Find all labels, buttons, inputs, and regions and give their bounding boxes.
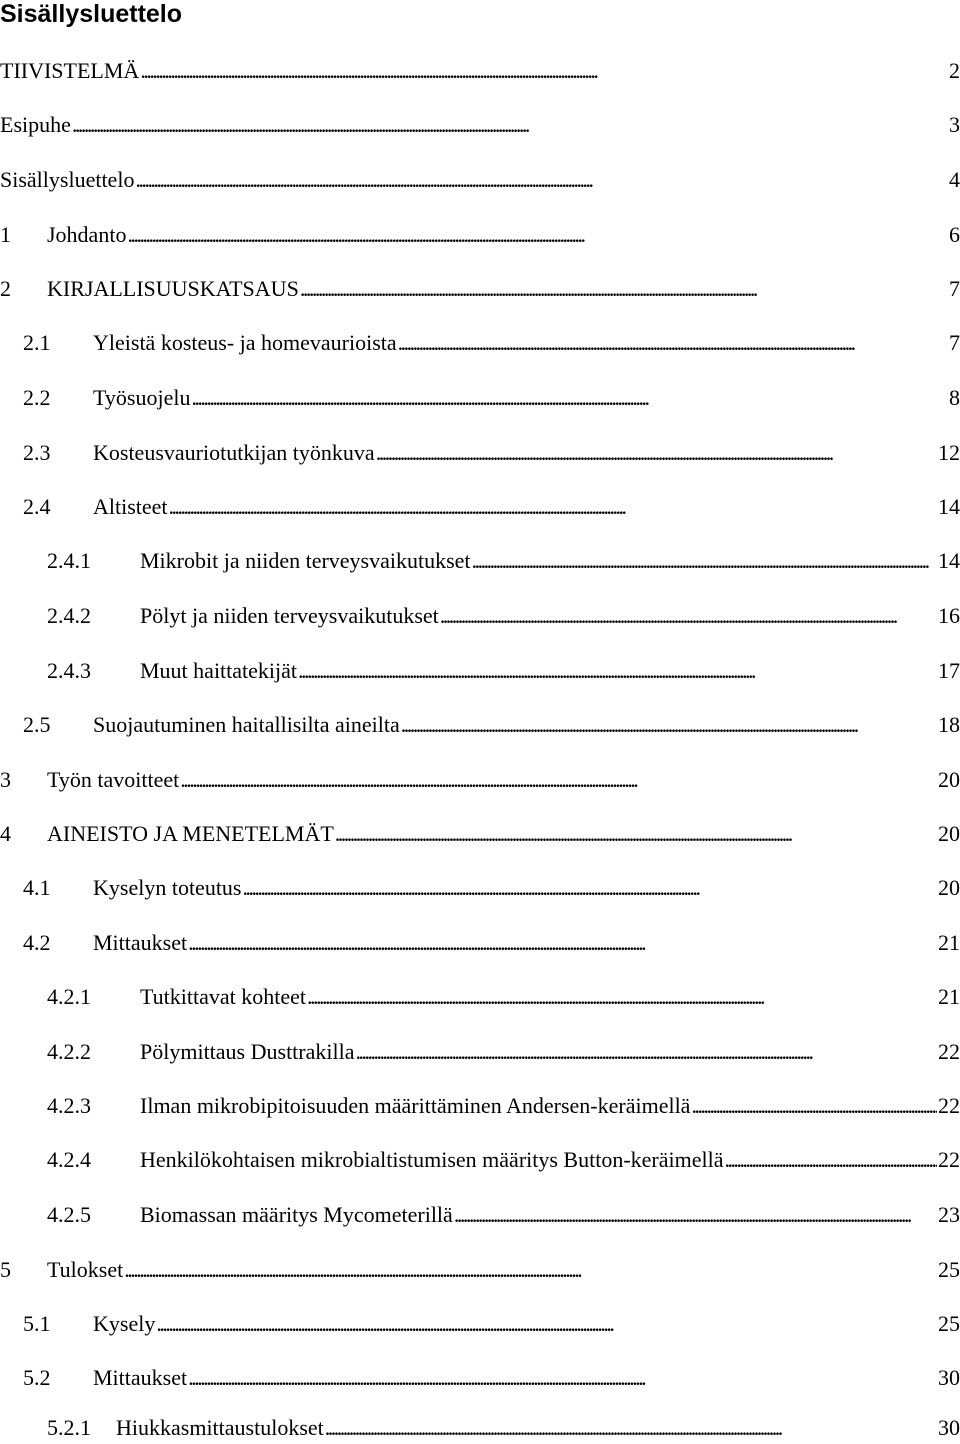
toc-dot-leader <box>127 220 948 250</box>
toc-entry[interactable] <box>47 601 960 631</box>
toc-dot-leader <box>335 819 937 849</box>
toc-entry-page: 20 <box>938 767 960 792</box>
toc-dot-leader <box>156 1309 937 1339</box>
toc-entry-title: Henkilökohtaisen mikrobialtistumisen määritys Button-keräimellä <box>140 1147 724 1172</box>
toc-entry-page: 30 <box>938 1415 960 1440</box>
toc-entry-title: Yleistä kosteus- ja homevaurioista <box>93 330 397 355</box>
toc-entry-page: 14 <box>938 494 960 519</box>
toc-entry[interactable] <box>23 1363 960 1393</box>
toc-entry-page: 6 <box>949 222 960 247</box>
toc-dot-leader <box>398 328 948 358</box>
toc-entry-number: 5 <box>0 1257 11 1282</box>
toc-dot-leader <box>188 1363 937 1393</box>
toc-entry-title: Mittaukset <box>93 1365 188 1390</box>
toc-dot-leader <box>454 1200 937 1230</box>
toc-dot-leader <box>169 492 937 522</box>
toc-entry[interactable] <box>0 819 960 849</box>
toc-entry[interactable] <box>47 546 960 576</box>
toc-entry-number: 2.5 <box>23 712 51 737</box>
toc-dot-leader <box>356 1037 938 1067</box>
toc-entry-title: Mikrobit ja niiden terveysvaikutukset <box>140 548 471 573</box>
toc-dot-leader <box>180 765 937 795</box>
toc-entry-title: Tutkittavat kohteet <box>140 984 307 1009</box>
toc-entry-number: 3 <box>0 767 11 792</box>
toc-dot-leader <box>298 656 937 686</box>
toc-entry-number: 4.2.4 <box>47 1147 91 1172</box>
toc-entry-page: 18 <box>938 712 960 737</box>
toc-entry[interactable] <box>0 56 960 86</box>
toc-dot-leader <box>124 1255 937 1285</box>
toc-entry-page: 8 <box>949 385 960 410</box>
toc-entry[interactable] <box>47 656 960 686</box>
toc-entry-number: 4.2 <box>23 930 51 955</box>
toc-dot-leader <box>188 928 937 958</box>
toc-entry-number: 2.4.2 <box>47 603 91 628</box>
toc-entry-number: 4.2.2 <box>47 1039 91 1064</box>
toc-dot-leader <box>472 546 937 576</box>
toc-entry-page: 25 <box>938 1311 960 1336</box>
toc-dot-leader <box>243 873 938 903</box>
toc-dot-leader <box>440 601 937 631</box>
toc-entry-page: 22 <box>938 1093 960 1118</box>
toc-entry[interactable] <box>23 928 960 958</box>
toc-entry[interactable] <box>0 165 960 195</box>
toc-entry-number: 2.1 <box>23 330 51 355</box>
toc-entry-number: 2.4 <box>23 494 51 519</box>
toc-entry-title: TIIVISTELMÄ <box>0 58 140 83</box>
toc-entry-number: 2.2 <box>23 385 51 410</box>
toc-entry[interactable] <box>47 1145 960 1175</box>
toc-entry-title: Hiukkasmittaustulokset <box>116 1415 324 1440</box>
toc-entry-page: 22 <box>938 1147 960 1172</box>
toc-entry-page: 7 <box>949 330 960 355</box>
toc-dot-leader <box>325 1413 937 1443</box>
toc-entry-number: 2 <box>0 276 11 301</box>
toc-entry[interactable] <box>47 1200 960 1230</box>
toc-dot-leader <box>376 438 937 468</box>
toc-entry-number: 2.4.1 <box>47 548 91 573</box>
toc-entry-page: 23 <box>938 1202 960 1227</box>
toc-entry-page: 3 <box>949 112 960 137</box>
toc-entry-title: Työsuojelu <box>93 385 191 410</box>
toc-entry[interactable] <box>23 492 960 522</box>
toc-entry-title: Muut haittatekijät <box>140 658 298 683</box>
toc-entry-page: 17 <box>938 658 960 683</box>
toc-entry-number: 5.1 <box>23 1311 51 1336</box>
toc-entry-title: Ilman mikrobipitoisuuden määrittäminen Andersen-keräimellä <box>140 1093 691 1118</box>
toc-dot-leader <box>135 165 948 195</box>
toc-entry[interactable] <box>23 1309 960 1339</box>
toc-entry-title: KIRJALLISUUSKATSAUS <box>47 276 299 301</box>
toc-entry-title: Esipuhe <box>0 112 71 137</box>
toc-entry-title: Tulokset <box>47 1257 124 1282</box>
toc-entry[interactable] <box>23 328 960 358</box>
toc-entry-title: Suojautuminen haitallisilta aineilta <box>93 712 400 737</box>
toc-entry[interactable] <box>23 438 960 468</box>
toc-entry[interactable] <box>0 765 960 795</box>
toc-entry-page: 16 <box>938 603 960 628</box>
toc-entry-number: 4.2.5 <box>47 1202 91 1227</box>
toc-entry-title: Työn tavoitteet <box>47 767 180 792</box>
toc-entry[interactable] <box>47 982 960 1012</box>
toc-entry[interactable] <box>23 383 960 413</box>
toc-entry-title: Kyselyn toteutus <box>93 875 242 900</box>
toc-entry-page: 2 <box>949 58 960 83</box>
toc-entry-number: 4.2.1 <box>47 984 91 1009</box>
toc-entry-number: 2.4.3 <box>47 658 91 683</box>
toc-entry[interactable] <box>23 1413 960 1443</box>
toc-entry[interactable] <box>0 274 960 304</box>
toc-entry-page: 21 <box>938 930 960 955</box>
toc-entry-number: 4 <box>0 821 11 846</box>
toc-entry-number: 4.2.3 <box>47 1093 91 1118</box>
toc-entry-page: 12 <box>938 440 960 465</box>
toc-dot-leader <box>191 383 948 413</box>
toc-entry-page: 30 <box>938 1365 960 1390</box>
toc-entry-title: Altisteet <box>93 494 168 519</box>
toc-entry-number: 5.2.1 <box>47 1415 91 1440</box>
toc-dot-leader <box>307 982 937 1012</box>
toc-entry-page: 4 <box>949 167 960 192</box>
toc-dot-leader <box>725 1145 938 1175</box>
toc-entry-page: 20 <box>938 875 960 900</box>
toc-entry[interactable] <box>47 1037 960 1067</box>
toc-entry-page: 25 <box>938 1257 960 1282</box>
toc-entry-page: 21 <box>938 984 960 1009</box>
toc-entry[interactable] <box>23 873 960 903</box>
toc-entry-number: 2.3 <box>23 440 51 465</box>
toc-entry-page: 14 <box>938 548 960 573</box>
toc-entry-title: Pölymittaus Dusttrakilla <box>140 1039 355 1064</box>
toc-entry-title: Mittaukset <box>93 930 188 955</box>
toc-dot-leader <box>691 1091 937 1121</box>
toc-entry-title: Kysely <box>93 1311 156 1336</box>
toc-entry[interactable] <box>0 220 960 250</box>
toc-entry[interactable] <box>0 1255 960 1285</box>
toc-entry-title: AINEISTO JA MENETELMÄT <box>47 821 334 846</box>
toc-entry[interactable] <box>47 1091 960 1121</box>
toc-heading: Sisällysluettelo <box>0 0 183 28</box>
toc-entry-title: Kosteusvauriotutkijan työnkuva <box>93 440 375 465</box>
toc-dot-leader <box>140 56 948 86</box>
toc-entry-number: 1 <box>0 222 11 247</box>
toc-entry-page: 7 <box>949 276 960 301</box>
toc-dot-leader <box>300 274 948 304</box>
toc-entry-number: 5.2 <box>23 1365 51 1390</box>
toc-entry-number: 4.1 <box>23 875 51 900</box>
toc-entry-page: 20 <box>938 821 960 846</box>
toc-entry-title: Johdanto <box>47 222 127 247</box>
toc-entry-title: Pölyt ja niiden terveysvaikutukset <box>140 603 439 628</box>
toc-dot-leader <box>72 110 948 140</box>
toc-entry[interactable] <box>0 110 960 140</box>
toc-entry-page: 22 <box>938 1039 960 1064</box>
toc-entry-title: Sisällysluettelo <box>0 167 135 192</box>
toc-entry[interactable] <box>23 710 960 740</box>
toc-entry-title: Biomassan määritys Mycometerillä <box>140 1202 453 1227</box>
toc-dot-leader <box>401 710 937 740</box>
